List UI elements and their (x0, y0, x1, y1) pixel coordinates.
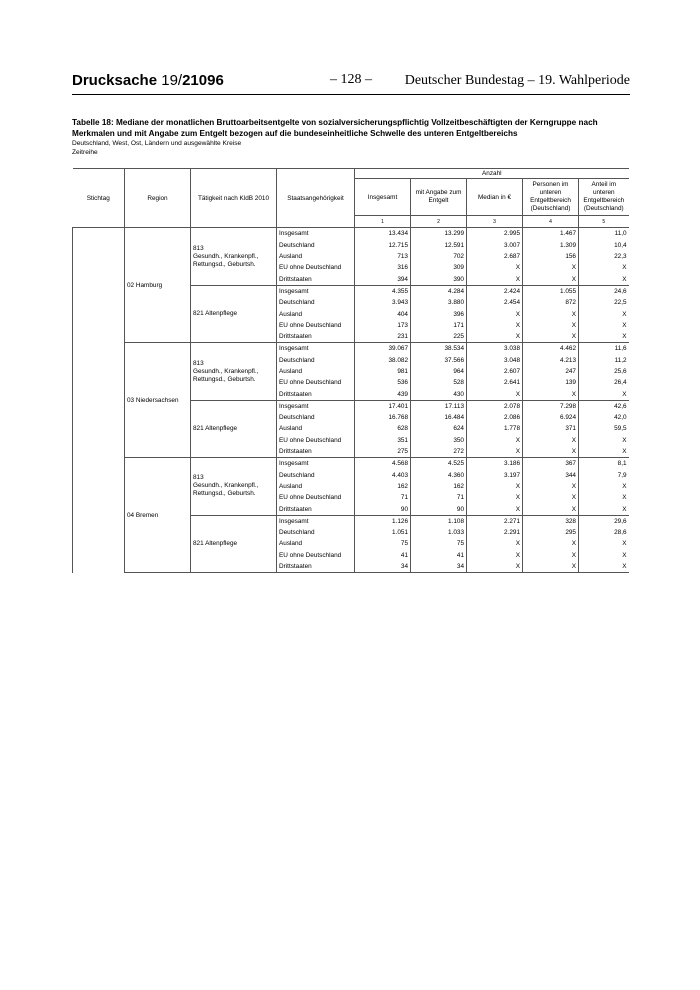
value-cell: X (467, 481, 523, 492)
nationality-cell: EU ohne Deutschland (277, 320, 355, 331)
occupation-line: 813 (193, 244, 204, 252)
value-cell: 1.309 (523, 240, 579, 251)
value-cell: 42,6 (579, 400, 629, 412)
value-cell: 4.568 (355, 458, 411, 470)
value-cell: X (523, 481, 579, 492)
nationality-cell: Deutschland (277, 527, 355, 538)
nationality-cell: Ausland (277, 251, 355, 262)
col-median: Median in € (467, 179, 523, 216)
region-cell: 03 Niedersachsen (125, 343, 191, 458)
value-cell: 11,6 (579, 343, 629, 355)
nationality-cell: Drittstaaten (277, 388, 355, 400)
value-cell: 528 (411, 377, 467, 388)
value-cell: 2.271 (467, 515, 523, 527)
value-cell: 6.924 (523, 412, 579, 423)
value-cell: X (579, 446, 629, 458)
table-body (73, 228, 629, 573)
region-cell: 02 Hamburg (125, 228, 191, 343)
value-cell: 34 (411, 561, 467, 573)
nationality-cell: Ausland (277, 538, 355, 549)
nationality-cell: Deutschland (277, 412, 355, 423)
value-cell: 16.484 (411, 412, 467, 423)
table-header (73, 169, 629, 228)
occupation-line: Rettungsd., Geburtsh. (193, 490, 256, 498)
value-cell: 4.403 (355, 470, 411, 481)
value-cell: 316 (355, 262, 411, 273)
value-cell: 11,0 (579, 228, 629, 240)
value-cell: 2.086 (467, 412, 523, 423)
value-cell: 3.186 (467, 458, 523, 470)
nationality-cell: Drittstaaten (277, 503, 355, 515)
value-cell: X (622, 436, 627, 444)
value-cell: 404 (355, 308, 411, 319)
value-cell: 2.424 (467, 285, 523, 297)
value-cell: 41 (355, 550, 411, 561)
value-cell: 981 (355, 366, 411, 377)
nationality-cell: Ausland (277, 423, 355, 434)
value-cell: 396 (411, 308, 467, 319)
value-cell: X (523, 273, 579, 285)
table-row (73, 228, 629, 240)
table-row (73, 343, 629, 355)
value-cell: 4.462 (523, 343, 579, 355)
value-cell: X (467, 550, 523, 561)
nationality-cell: EU ohne Deutschland (277, 377, 355, 388)
value-cell: 3.038 (467, 343, 523, 355)
value-cell: 59,5 (614, 425, 627, 433)
value-cell: X (523, 320, 579, 331)
value-cell: 624 (411, 423, 467, 434)
occupation-cell (191, 400, 277, 457)
nationality-cell: Drittstaaten (277, 561, 355, 573)
value-cell: 2.291 (467, 527, 523, 538)
value-cell: 351 (355, 435, 411, 446)
col-num-2: 2 (411, 216, 467, 228)
drucksache-id: 21096 (182, 72, 224, 89)
value-cell: X (523, 446, 579, 458)
value-cell: 162 (411, 481, 467, 492)
nationality-cell: Drittstaaten (277, 446, 355, 458)
col-num-1: 1 (355, 216, 411, 228)
value-cell: 162 (355, 481, 411, 492)
value-cell: 41 (411, 550, 467, 561)
value-cell: 2.454 (467, 297, 523, 308)
value-cell: 90 (411, 503, 467, 515)
value-cell: 702 (411, 251, 467, 262)
value-cell: 26,4 (614, 379, 627, 387)
col-anteil: Anteil im unteren Entgeltbereich (Deutschland) (579, 179, 629, 216)
occupation-cell (191, 515, 277, 572)
value-cell: 295 (523, 527, 579, 538)
value-cell: 275 (355, 446, 411, 458)
col-num-5: 5 (579, 216, 629, 228)
value-cell: 1.055 (523, 285, 579, 297)
nationality-cell: Ausland (277, 366, 355, 377)
value-cell: 34 (355, 561, 411, 573)
occupation-cell (191, 285, 277, 342)
value-cell: 430 (411, 388, 467, 400)
value-cell: 171 (411, 320, 467, 331)
occupation-line: 821 Altenpflege (193, 310, 238, 318)
value-cell: X (523, 492, 579, 503)
value-cell: X (467, 262, 523, 273)
value-cell: X (622, 494, 627, 502)
value-cell: 3.880 (411, 297, 467, 308)
value-cell: X (467, 331, 523, 343)
value-cell: 964 (411, 366, 467, 377)
nationality-cell: EU ohne Deutschland (277, 550, 355, 561)
value-cell: 231 (355, 331, 411, 343)
value-cell: X (523, 435, 579, 446)
value-cell: X (622, 310, 627, 318)
value-cell: 12.591 (411, 240, 467, 251)
value-cell: 309 (411, 262, 467, 273)
occupation-line: 813 (193, 359, 204, 367)
value-cell: X (579, 273, 629, 285)
value-cell: X (523, 550, 579, 561)
value-cell: 1.467 (523, 228, 579, 240)
value-cell: 1.051 (355, 527, 411, 538)
value-cell: 13.299 (411, 228, 467, 240)
value-cell: X (467, 320, 523, 331)
value-cell: 37.566 (411, 355, 467, 366)
page-header (72, 72, 630, 95)
value-cell: 4.284 (411, 285, 467, 297)
value-cell: 394 (355, 273, 411, 285)
value-cell: 3.007 (467, 240, 523, 251)
value-cell: 139 (523, 377, 579, 388)
value-cell: X (579, 503, 629, 515)
subtitle-series: Zeitreihe (72, 148, 98, 156)
value-cell: 1.033 (411, 527, 467, 538)
value-cell: 4.525 (411, 458, 467, 470)
nationality-cell: EU ohne Deutschland (277, 492, 355, 503)
value-cell: 390 (411, 273, 467, 285)
value-cell: 344 (523, 470, 579, 481)
value-cell: X (523, 331, 579, 343)
nationality-cell: Ausland (277, 481, 355, 492)
nationality-cell: Deutschland (277, 355, 355, 366)
value-cell: 2.641 (467, 377, 523, 388)
col-staat: Staatsangehörigkeit (277, 169, 355, 228)
value-cell: 7.298 (523, 400, 579, 412)
drucksache-word: Drucksache (72, 72, 158, 89)
value-cell: 22,5 (614, 299, 627, 307)
value-cell: X (523, 308, 579, 319)
value-cell: X (467, 308, 523, 319)
col-anzahl: Anzahl (355, 169, 629, 179)
value-cell: X (622, 540, 627, 548)
value-cell: 272 (411, 446, 467, 458)
value-cell: 29,6 (579, 515, 629, 527)
occupation-line: 821 Altenpflege (193, 539, 238, 547)
value-cell: 38.082 (355, 355, 411, 366)
table-subtitle (72, 140, 241, 157)
value-cell: 1.126 (355, 515, 411, 527)
value-cell: 3.943 (355, 297, 411, 308)
value-cell: 17.401 (355, 400, 411, 412)
data-table (72, 168, 629, 573)
value-cell: 439 (355, 388, 411, 400)
nationality-cell: Insgesamt (277, 458, 355, 470)
value-cell: 328 (523, 515, 579, 527)
value-cell: 17.113 (411, 400, 467, 412)
value-cell: 872 (523, 297, 579, 308)
stichtag-cell (73, 228, 125, 573)
nationality-cell: Insgesamt (277, 343, 355, 355)
value-cell: 2.687 (467, 251, 523, 262)
col-personen: Personen im unteren Entgeltbereich (Deutschland) (523, 179, 579, 216)
occupation-cell (191, 458, 277, 515)
value-cell: X (523, 538, 579, 549)
value-cell: X (579, 561, 629, 573)
value-cell: 38.534 (411, 343, 467, 355)
occupation-line: Rettungsd., Geburtsh. (193, 375, 256, 383)
value-cell: 4.360 (411, 470, 467, 481)
value-cell: 4.213 (523, 355, 579, 366)
occupation-line: Rettungsd., Geburtsh. (193, 260, 256, 268)
drucksache-prefix: 19/ (161, 72, 183, 89)
value-cell: 536 (355, 377, 411, 388)
col-taetigkeit: Tätigkeit nach KldB 2010 (191, 169, 277, 228)
value-cell: 42,0 (614, 414, 627, 422)
value-cell: 2.995 (467, 228, 523, 240)
occupation-line: Gesundh., Krankenpfl., (193, 367, 259, 375)
value-cell: 22,3 (614, 253, 627, 261)
value-cell: X (523, 388, 579, 400)
col-num-3: 3 (467, 216, 523, 228)
value-cell: X (622, 321, 627, 329)
value-cell: X (467, 561, 523, 573)
value-cell: 350 (411, 435, 467, 446)
value-cell: X (622, 264, 627, 272)
value-cell: 25,6 (614, 368, 627, 375)
value-cell: X (579, 388, 629, 400)
subtitle-scope: Deutschland, West, Ost, Ländern und ausgewählte Kreise (72, 140, 242, 147)
value-cell: 247 (523, 366, 579, 377)
page-number: – 128 – (330, 72, 372, 87)
occupation-line: 821 Altenpflege (193, 424, 238, 432)
occupation-cell (191, 343, 277, 400)
nationality-cell: EU ohne Deutschland (277, 435, 355, 446)
col-stichtag: Stichtag (73, 169, 125, 228)
value-cell: 90 (355, 503, 411, 515)
value-cell: 11,2 (614, 356, 627, 364)
occupation-line: 813 (193, 474, 204, 482)
parliament-label: Deutscher Bundestag – 19. Wahlperiode (404, 73, 630, 88)
nationality-cell: Insgesamt (277, 515, 355, 527)
value-cell: 24,6 (579, 285, 629, 297)
value-cell: 713 (355, 251, 411, 262)
value-cell: X (622, 551, 627, 559)
value-cell: 28,6 (614, 529, 627, 537)
value-cell: 12.715 (355, 240, 411, 251)
value-cell: X (579, 331, 629, 343)
value-cell: 2.607 (467, 366, 523, 377)
nationality-cell: Insgesamt (277, 228, 355, 240)
value-cell: 71 (355, 492, 411, 503)
value-cell: X (523, 561, 579, 573)
value-cell: X (467, 273, 523, 285)
value-cell: 628 (355, 423, 411, 434)
value-cell: X (467, 435, 523, 446)
value-cell: 71 (411, 492, 467, 503)
value-cell: 371 (523, 423, 579, 434)
value-cell: 75 (355, 538, 411, 549)
nationality-cell: Drittstaaten (277, 273, 355, 285)
value-cell: X (467, 388, 523, 400)
value-cell: 8,1 (579, 458, 629, 470)
table-title: Tabelle 18: Mediane der monatlichen Bruttoarbeitsentgelte von sozialversicherungspflichtig Vollzeitbeschäftigten der Kerngruppe nach Merkmalen und mit Angabe zum Entgelt bezogen auf die bundeseinheitliche Schwelle des unteren Entgeltbereichs (72, 118, 598, 138)
value-cell: X (467, 538, 523, 549)
value-cell: X (467, 492, 523, 503)
value-cell: 3.197 (467, 470, 523, 481)
value-cell: 156 (523, 251, 579, 262)
value-cell: 39.067 (355, 343, 411, 355)
value-cell: 10,4 (614, 241, 627, 249)
value-cell: X (467, 446, 523, 458)
value-cell: 173 (355, 320, 411, 331)
value-cell: 75 (411, 538, 467, 549)
value-cell: 16.768 (355, 412, 411, 423)
occupation-cell (191, 228, 277, 285)
nationality-cell: EU ohne Deutschland (277, 262, 355, 273)
value-cell: 1.778 (467, 423, 523, 434)
nationality-cell: Insgesamt (277, 400, 355, 412)
value-cell: 367 (523, 458, 579, 470)
region-cell: 04 Bremen (125, 458, 191, 573)
value-cell: X (622, 482, 627, 490)
value-cell: 3.048 (467, 355, 523, 366)
nationality-cell: Deutschland (277, 470, 355, 481)
table-row (73, 458, 629, 470)
value-cell: 13.434 (355, 228, 411, 240)
occupation-line: Gesundh., Krankenpfl., (193, 482, 259, 490)
value-cell: 1.108 (411, 515, 467, 527)
value-cell: 2.078 (467, 400, 523, 412)
value-cell: 4.355 (355, 285, 411, 297)
value-cell: 7,9 (617, 471, 627, 479)
value-cell: X (523, 503, 579, 515)
value-cell: 225 (411, 331, 467, 343)
nationality-cell: Drittstaaten (277, 331, 355, 343)
nationality-cell: Insgesamt (277, 285, 355, 297)
occupation-line: Gesundh., Krankenpfl., (193, 252, 259, 260)
col-region: Region (125, 169, 191, 228)
col-mit-angabe: mit Angabe zum Entgelt (411, 179, 467, 216)
value-cell: X (467, 503, 523, 515)
value-cell: X (523, 262, 579, 273)
nationality-cell: Deutschland (277, 297, 355, 308)
nationality-cell: Deutschland (277, 240, 355, 251)
nationality-cell: Ausland (277, 308, 355, 319)
col-num-4: 4 (523, 216, 579, 228)
col-insgesamt: Insgesamt (355, 179, 411, 216)
